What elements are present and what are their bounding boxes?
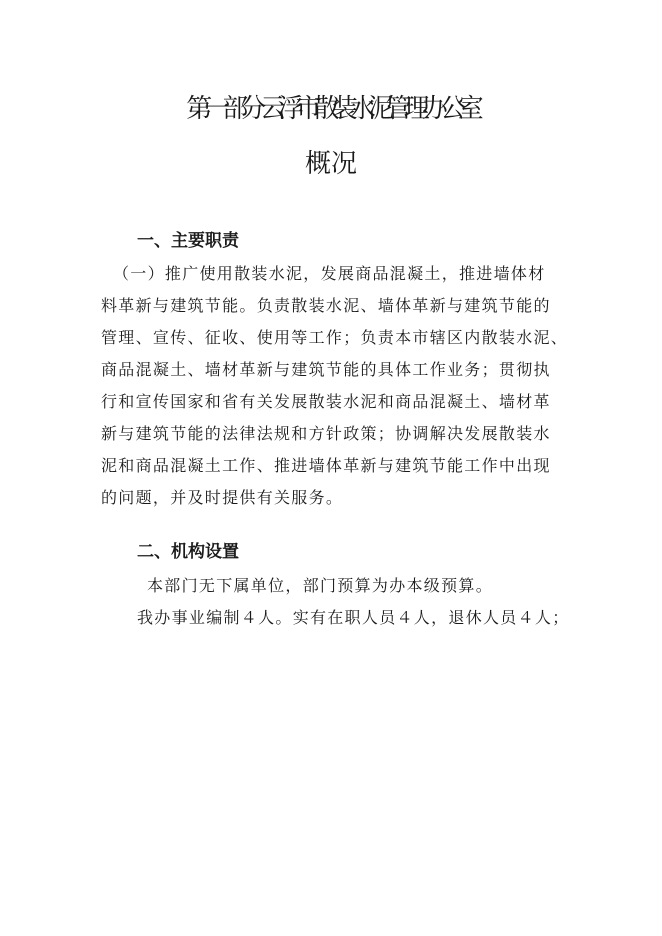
paragraph-line: 行和宣传国家和省有关发展散装水泥和商品混凝土、墙材革 bbox=[101, 392, 551, 411]
paragraph-line: 本部门无下属单位，部门预算为办本级预算。 bbox=[147, 576, 494, 595]
paragraph-line: 我办事业编制４人。实有在职人员４人，退休人员４人； bbox=[137, 608, 570, 627]
paragraph-line: 新与建筑节能的法律法规和方针政策；协调解决发展散装水 bbox=[101, 424, 551, 443]
paragraph-line: 料革新与建筑节能。负责散装水泥、墙体革新与建筑节能的 bbox=[101, 296, 551, 315]
paragraph-line: 的问题，并及时提供有关服务。 bbox=[101, 488, 344, 507]
page-title-continued: 概况 bbox=[304, 149, 357, 179]
paragraph-line: （一）推广使用散装水泥，发展商品混凝土，推进墙体材 bbox=[113, 264, 546, 283]
section-heading-duties: 一、主要职责 bbox=[137, 231, 239, 251]
paragraph-line: 商品混凝土、墙材革新与建筑节能的具体工作业务；贯彻执 bbox=[101, 360, 551, 379]
paragraph-line: 管理、宣传、征收、使用等工作；负责本市辖区内散装水泥、 bbox=[101, 328, 569, 347]
page-title: 第一部分 云浮市散装水泥管理办公室 bbox=[186, 94, 476, 124]
paragraph-line: 泥和商品混凝土工作、推进墙体革新与建筑节能工作中出现 bbox=[101, 456, 551, 475]
section-heading-organization: 二、机构设置 bbox=[137, 542, 239, 562]
